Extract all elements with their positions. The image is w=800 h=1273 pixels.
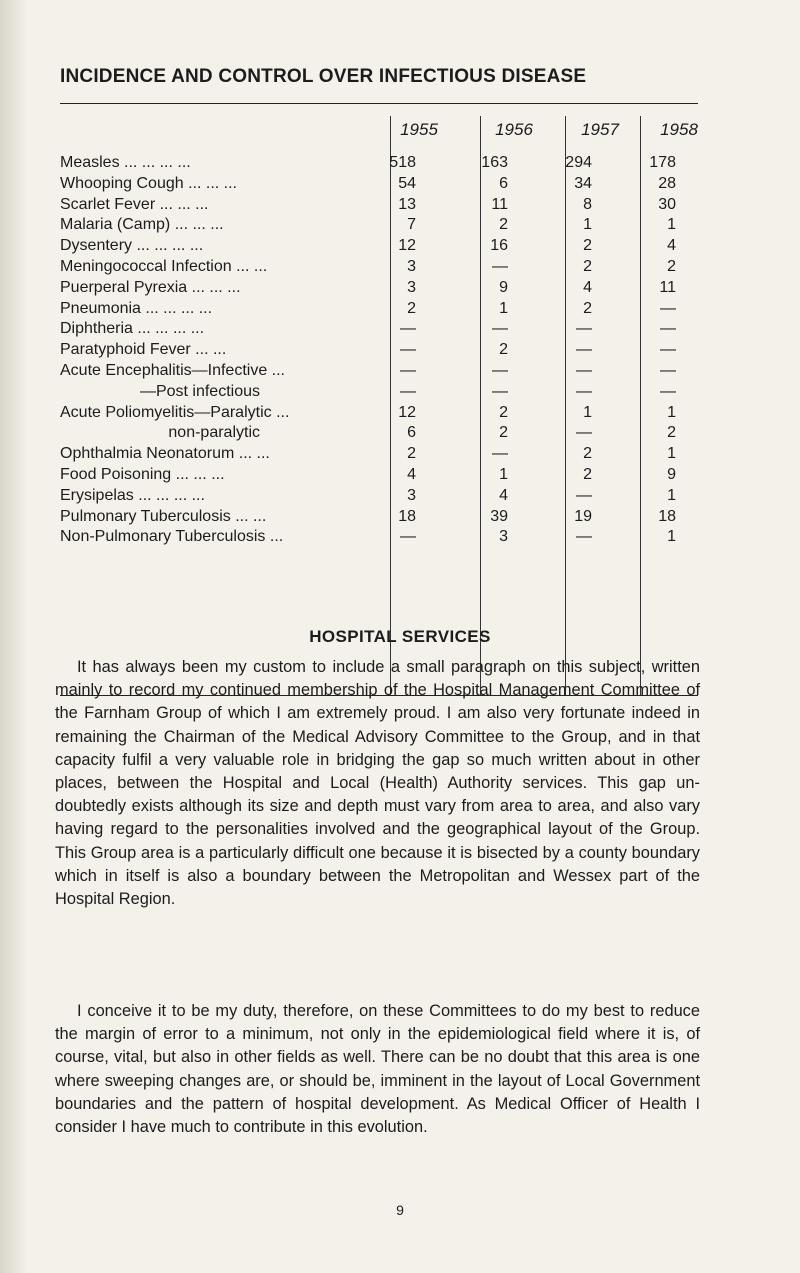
table-row xyxy=(60,404,698,425)
cell-value: 4 xyxy=(499,486,508,504)
table-row xyxy=(60,320,698,341)
cell-value: 1 xyxy=(667,403,676,421)
cell-value: — xyxy=(400,362,416,379)
cell-value: 2 xyxy=(583,445,592,463)
cell-value: 9 xyxy=(667,466,676,483)
cell-value: 2 xyxy=(583,237,592,255)
cell-value: — xyxy=(576,528,592,546)
cell-value: 18 xyxy=(658,507,676,525)
cell-value: 1 xyxy=(667,528,676,546)
page-title: INCIDENCE AND CONTROL OVER INFECTIOUS DISEASE xyxy=(60,66,587,87)
table-row xyxy=(60,237,698,258)
cell-value: — xyxy=(400,382,416,400)
cell-value: 1 xyxy=(583,216,592,234)
cell-value: 2 xyxy=(407,445,416,463)
cell-value: 178 xyxy=(649,154,676,171)
table-row xyxy=(60,424,698,445)
cell-value: 28 xyxy=(658,174,676,192)
table-row xyxy=(60,279,698,300)
year-header-1958: 1958 xyxy=(660,120,698,139)
page-number: 9 xyxy=(396,1202,404,1218)
cell-value: — xyxy=(660,362,676,379)
cell-value: — xyxy=(576,486,592,504)
table-row xyxy=(60,216,698,237)
table-row xyxy=(60,175,698,196)
cell-value: — xyxy=(492,382,508,400)
cell-value: 2 xyxy=(583,466,592,483)
cell-value: 2 xyxy=(583,258,592,275)
row-label: Non-Pulmonary Tuberculosis ... xyxy=(60,528,284,546)
cell-value: — xyxy=(492,445,508,463)
cell-value: 3 xyxy=(499,528,508,546)
row-label: Meningococcal Infection ... ... xyxy=(60,258,268,275)
cell-value: 12 xyxy=(398,237,416,255)
table-row xyxy=(60,466,698,487)
cell-value: 34 xyxy=(574,174,592,192)
row-label: non-paralytic xyxy=(168,424,260,442)
title-rule xyxy=(60,103,698,104)
row-label: Acute Poliomyelitis—Paralytic ... xyxy=(60,403,290,421)
table-row xyxy=(60,300,698,321)
cell-value: — xyxy=(660,382,676,400)
paragraph: It has always been my custom to include a small paragraph on this subject, written mainly to record my continued membership of the Hospital Management Committee of the Farnham Group of which I am extremely proud. I am also very fortunate indeed in remaining the Chairman of the Medical Advisory Committee to the Group, and in that capacity fulfil a very valuable role in bridging the gap so much written about in other places, between the Hospital and Local (Health) Authority services. This gap undoubtedly exists although its size and depth must vary from area to area, and also vary having regard to the personalities involved and the geographical layout of the Group. This Group area is a particularly difficult one because it is bisected by a county boundary which in itself is also a boundary between the Metropolitan and Wessex part of the Hospital Region. xyxy=(55,658,700,909)
cell-value: 2 xyxy=(499,216,508,234)
table-row xyxy=(60,487,698,508)
cell-value: — xyxy=(400,341,416,359)
cell-value: 4 xyxy=(667,237,676,255)
cell-value: 3 xyxy=(407,258,416,275)
row-label: Diphtheria ... ... ... ... xyxy=(60,320,205,338)
paragraph: I conceive it to be my duty, therefore, on these Committees to do my best to reduce the margin of error to a minimum, not only in the epidemiological field where it is, of course, vital, but also in other fields as well. There can be no doubt that this area is one where sweeping changes are, or should be, imminent in the layout of Local Government boundaries and the pattern of hospital development. As Medical Officer of Health I consider I have much to contribute in this evolution. xyxy=(55,1002,700,1137)
cell-value: 2 xyxy=(583,299,592,317)
cell-value: 1 xyxy=(667,216,676,234)
row-label: Pneumonia ... ... ... ... xyxy=(60,299,213,317)
cell-value: — xyxy=(492,362,508,379)
row-label: Scarlet Fever ... ... ... xyxy=(60,195,209,213)
cell-value: 294 xyxy=(565,154,592,171)
row-label: Acute Encephalitis—Infective ... xyxy=(60,362,285,379)
cell-value: 1 xyxy=(583,403,592,421)
cell-value: 16 xyxy=(490,237,508,255)
cell-value: 3 xyxy=(407,486,416,504)
table-row xyxy=(60,528,698,549)
row-label: —Post infectious xyxy=(139,382,260,400)
row-label: Puerperal Pyrexia ... ... ... xyxy=(60,278,241,296)
cell-value: 3 xyxy=(407,278,416,296)
table-row xyxy=(60,196,698,217)
cell-value: 11 xyxy=(491,195,508,213)
row-label: Paratyphoid Fever ... ... xyxy=(60,341,227,359)
year-header-1957: 1957 xyxy=(581,120,619,139)
section-title: HOSPITAL SERVICES xyxy=(309,627,491,646)
cell-value: — xyxy=(660,320,676,338)
cell-value: 2 xyxy=(499,403,508,421)
year-header-1955: 1955 xyxy=(400,120,438,139)
cell-value: 518 xyxy=(389,154,416,171)
cell-value: 54 xyxy=(398,174,416,192)
cell-value: 1 xyxy=(499,299,508,317)
cell-value: 1 xyxy=(667,445,676,463)
table-row xyxy=(60,258,698,279)
cell-value: 2 xyxy=(667,258,676,275)
cell-value: — xyxy=(660,299,676,317)
table-row xyxy=(60,383,698,404)
cell-value: 13 xyxy=(398,195,416,213)
cell-value: 2 xyxy=(499,341,508,359)
row-label: Pulmonary Tuberculosis ... ... xyxy=(60,507,267,525)
row-label: Food Poisoning ... ... ... xyxy=(60,466,225,483)
cell-value: 2 xyxy=(407,299,416,317)
cell-value: — xyxy=(576,341,592,359)
cell-value: 6 xyxy=(407,424,416,442)
cell-value: — xyxy=(576,362,592,379)
cell-value: — xyxy=(660,341,676,359)
cell-value: — xyxy=(400,528,416,546)
cell-value: — xyxy=(400,320,416,338)
cell-value: 163 xyxy=(481,154,508,171)
cell-value: 4 xyxy=(407,466,416,483)
cell-value: — xyxy=(492,258,508,275)
row-label: Malaria (Camp) ... ... ... xyxy=(60,216,224,234)
cell-value: 2 xyxy=(499,424,508,442)
table-row xyxy=(60,341,698,362)
cell-value: — xyxy=(492,320,508,338)
cell-value: 39 xyxy=(490,507,508,525)
cell-value: — xyxy=(576,424,592,442)
cell-value: 9 xyxy=(499,278,508,296)
cell-value: 30 xyxy=(658,195,676,213)
row-label: Erysipelas ... ... ... ... xyxy=(60,486,205,504)
row-label: Dysentery ... ... ... ... xyxy=(60,237,204,255)
table-row xyxy=(60,445,698,466)
table-row xyxy=(60,154,698,175)
cell-value: 2 xyxy=(667,424,676,442)
cell-value: 19 xyxy=(574,507,592,525)
cell-value: 12 xyxy=(398,403,416,421)
cell-value: 1 xyxy=(499,466,508,483)
row-label: Ophthalmia Neonatorum ... ... xyxy=(60,445,270,463)
table-row xyxy=(60,508,698,529)
row-label: Whooping Cough ... ... ... xyxy=(60,174,237,192)
cell-value: 7 xyxy=(407,216,416,234)
year-header-1956: 1956 xyxy=(495,120,533,139)
row-label: Measles ... ... ... ... xyxy=(60,154,191,171)
cell-value: 11 xyxy=(659,278,676,296)
table-row xyxy=(60,362,698,383)
cell-value: 1 xyxy=(667,486,676,504)
cell-value: 4 xyxy=(583,278,592,296)
cell-value: 8 xyxy=(583,195,592,213)
cell-value: 6 xyxy=(499,174,508,192)
cell-value: 18 xyxy=(398,507,416,525)
cell-value: — xyxy=(576,382,592,400)
cell-value: — xyxy=(576,320,592,338)
